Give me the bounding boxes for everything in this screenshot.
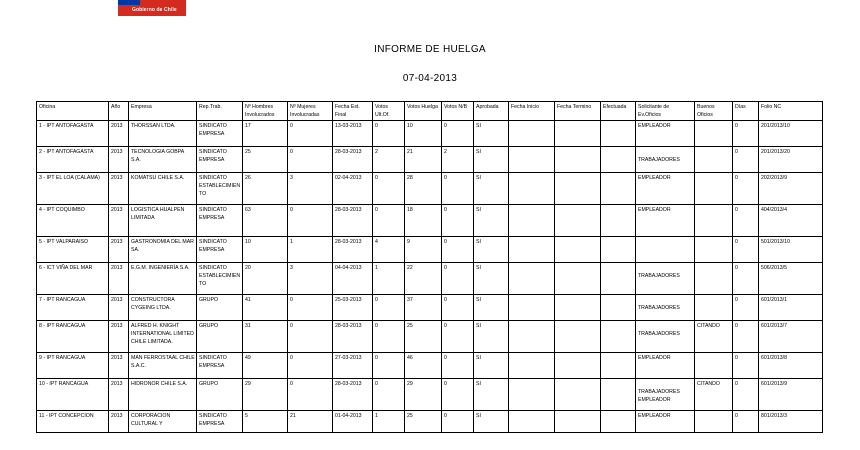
cell-votos-nb: 0 — [442, 353, 474, 379]
cell-efectuada — [601, 205, 636, 237]
table-row — [37, 321, 823, 353]
cell-oficina: 2 - IPT ANTOFAGASTA — [37, 147, 109, 173]
cell-empresa: HIDRONOR CHILE S.A. — [129, 379, 197, 411]
cell-efectuada — [601, 173, 636, 205]
solicitante-value: TRABAJADORES — [638, 331, 680, 337]
cell-buenos-oficios — [695, 147, 733, 173]
cell-fecha-termino — [555, 237, 601, 263]
cell-fecha-final: 28-03-2013 — [333, 321, 373, 353]
cell-solicitante — [636, 121, 695, 147]
cell-empresa: CORPORACION CULTURAL Y — [129, 411, 197, 433]
cell-votos-ult: 0 — [373, 173, 405, 205]
column-header: Folio NC — [759, 102, 823, 121]
cell-fecha-inicio — [509, 295, 555, 321]
cell-rep-trab: SINDICATO EMPRESA — [197, 121, 243, 147]
cell-dias: 0 — [733, 237, 759, 263]
cell-efectuada — [601, 263, 636, 295]
cell-buenos-oficios — [695, 205, 733, 237]
cell-empresa: TECNOLOGIA GOBPA S.A. — [129, 147, 197, 173]
cell-aprobada: SI — [474, 263, 509, 295]
column-header: Nº Hombres Involucrados — [243, 102, 288, 121]
cell-anio: 2013 — [109, 205, 129, 237]
cell-rep-trab: SINDICATO EMPRESA — [197, 205, 243, 237]
cell-oficina: 11 - IPT CONCEPCION — [37, 411, 109, 433]
cell-votos-huelga: 9 — [405, 237, 442, 263]
cell-dias: 0 — [733, 379, 759, 411]
cell-folio: 601/2013/8 — [759, 353, 823, 379]
cell-dias: 0 — [733, 353, 759, 379]
column-header: Rep.Trab. — [197, 102, 243, 121]
cell-votos-huelga: 37 — [405, 295, 442, 321]
strike-report-table — [36, 101, 823, 433]
column-header: Fecha Est. Final — [333, 102, 373, 121]
cell-fecha-inicio — [509, 263, 555, 295]
cell-folio: 601/2013/7 — [759, 321, 823, 353]
cell-fecha-termino — [555, 379, 601, 411]
cell-votos-huelga: 21 — [405, 147, 442, 173]
cell-dias: 0 — [733, 321, 759, 353]
cell-buenos-oficios — [695, 411, 733, 433]
report-date: 07-04-2013 — [402, 73, 458, 84]
column-header: Fecha Inicio — [509, 102, 555, 121]
cell-fecha-termino — [555, 205, 601, 237]
cell-empresa: THORSSAN LTDA. — [129, 121, 197, 147]
cell-empresa: CONSTRUCTORA CYGEING LTDA. — [129, 295, 197, 321]
cell-anio: 2013 — [109, 121, 129, 147]
cell-oficina: 6 - ICT VIÑA DEL MAR — [37, 263, 109, 295]
cell-fecha-inicio — [509, 147, 555, 173]
table-row — [37, 121, 823, 147]
cell-buenos-oficios: CITANDO — [695, 379, 733, 411]
cell-oficina: 8 - IPT RANCAGUA — [37, 321, 109, 353]
cell-fecha-inicio — [509, 205, 555, 237]
column-header: Votos Ult.Of. — [373, 102, 405, 121]
cell-folio: 404/2013/4 — [759, 205, 823, 237]
cell-rep-trab: SINDICATO ESTABLECIMIENTO — [197, 173, 243, 205]
cell-solicitante — [636, 147, 695, 173]
cell-fecha-final: 01-04-2013 — [333, 411, 373, 433]
column-header: Votos N/B — [442, 102, 474, 121]
cell-hombres: 29 — [243, 379, 288, 411]
cell-votos-nb: 0 — [442, 205, 474, 237]
solicitante-value: EMPLEADOR — [638, 207, 671, 213]
table-row — [37, 295, 823, 321]
solicitante-value: EMPLEADOR — [638, 413, 671, 419]
cell-fecha-final: 28-03-2013 — [333, 379, 373, 411]
cell-rep-trab: GRUPO — [197, 321, 243, 353]
cell-empresa: GASTRONOMIA DEL MAR SA. — [129, 237, 197, 263]
cell-aprobada: SI — [474, 237, 509, 263]
cell-fecha-final: 13-03-2013 — [333, 121, 373, 147]
cell-rep-trab: SINDICATO EMPRESA — [197, 237, 243, 263]
cell-fecha-termino — [555, 121, 601, 147]
cell-fecha-final: 25-03-2013 — [333, 295, 373, 321]
cell-buenos-oficios: CITANDO — [695, 321, 733, 353]
column-header: Días — [733, 102, 759, 121]
cell-votos-huelga: 22 — [405, 263, 442, 295]
solicitante-value: EMPLEADOR — [638, 175, 671, 181]
cell-aprobada: SI — [474, 321, 509, 353]
cell-dias: 0 — [733, 121, 759, 147]
cell-aprobada: SI — [474, 147, 509, 173]
column-header: Fecha Termino — [555, 102, 601, 121]
cell-empresa: ALFRED H. KNIGHT INTERNATIONAL LIMITED CHILE LIMITADA. — [129, 321, 197, 353]
cell-votos-nb: 0 — [442, 173, 474, 205]
cell-empresa: LOGISTICA HUALPEN LIMITADA — [129, 205, 197, 237]
cell-buenos-oficios — [695, 237, 733, 263]
solicitante-value: TRABAJADORES — [638, 389, 680, 395]
column-header: Nº Mujeres Involucradas — [288, 102, 333, 121]
cell-aprobada: SI — [474, 205, 509, 237]
cell-fecha-inicio — [509, 237, 555, 263]
cell-hombres: 17 — [243, 121, 288, 147]
table-row — [37, 263, 823, 295]
cell-buenos-oficios — [695, 173, 733, 205]
cell-fecha-inicio — [509, 353, 555, 379]
cell-fecha-termino — [555, 353, 601, 379]
cell-hombres: 10 — [243, 237, 288, 263]
cell-fecha-final: 27-03-2013 — [333, 353, 373, 379]
cell-dias: 0 — [733, 147, 759, 173]
column-header: Empresa — [129, 102, 197, 121]
table-header-row — [37, 102, 823, 121]
column-header: Año — [109, 102, 129, 121]
cell-efectuada — [601, 147, 636, 173]
cell-fecha-termino — [555, 295, 601, 321]
cell-votos-ult: 1 — [373, 411, 405, 433]
logo-blue-stripe — [118, 0, 140, 5]
cell-folio: 501/2013/10 — [759, 237, 823, 263]
cell-dias: 0 — [733, 295, 759, 321]
cell-mujeres: 0 — [288, 353, 333, 379]
cell-anio: 2013 — [109, 237, 129, 263]
cell-oficina: 5 - IPT VALPARAISO — [37, 237, 109, 263]
cell-empresa: MAN FERROSTAAL CHILE S.A.C. — [129, 353, 197, 379]
cell-solicitante — [636, 263, 695, 295]
cell-votos-nb: 0 — [442, 411, 474, 433]
table-row — [37, 411, 823, 433]
cell-hombres: 41 — [243, 295, 288, 321]
cell-aprobada: SI — [474, 173, 509, 205]
cell-votos-huelga: 29 — [405, 379, 442, 411]
table-row — [37, 353, 823, 379]
cell-anio: 2013 — [109, 295, 129, 321]
cell-mujeres: 3 — [288, 263, 333, 295]
cell-dias: 0 — [733, 173, 759, 205]
cell-folio: 601/2013/1 — [759, 295, 823, 321]
cell-votos-huelga: 46 — [405, 353, 442, 379]
cell-votos-nb: 0 — [442, 121, 474, 147]
cell-buenos-oficios — [695, 121, 733, 147]
cell-solicitante — [636, 353, 695, 379]
cell-oficina: 1 - IPT ANTOFAGASTA — [37, 121, 109, 147]
cell-fecha-inicio — [509, 121, 555, 147]
cell-fecha-termino — [555, 263, 601, 295]
table-row — [37, 379, 823, 411]
cell-efectuada — [601, 353, 636, 379]
solicitante-value: TRABAJADORES — [638, 273, 680, 279]
cell-votos-nb: 2 — [442, 147, 474, 173]
cell-solicitante — [636, 205, 695, 237]
cell-buenos-oficios — [695, 353, 733, 379]
cell-oficina: 4 - IPT COQUIMBO — [37, 205, 109, 237]
cell-anio: 2013 — [109, 321, 129, 353]
cell-anio: 2013 — [109, 379, 129, 411]
solicitante-value: TRABAJADORES — [638, 305, 680, 311]
cell-rep-trab: GRUPO — [197, 379, 243, 411]
cell-dias: 0 — [733, 205, 759, 237]
cell-solicitante — [636, 237, 695, 263]
cell-anio: 2013 — [109, 353, 129, 379]
cell-votos-ult: 0 — [373, 353, 405, 379]
cell-votos-ult: 0 — [373, 321, 405, 353]
cell-mujeres: 0 — [288, 147, 333, 173]
cell-solicitante — [636, 379, 695, 411]
cell-anio: 2013 — [109, 411, 129, 433]
cell-buenos-oficios — [695, 263, 733, 295]
cell-votos-ult: 0 — [373, 295, 405, 321]
cell-votos-ult: 2 — [373, 147, 405, 173]
solicitante-value: EMPLEADOR — [638, 355, 671, 361]
cell-fecha-final: 04-04-2013 — [333, 263, 373, 295]
cell-dias: 0 — [733, 263, 759, 295]
cell-fecha-termino — [555, 411, 601, 433]
cell-aprobada: SI — [474, 353, 509, 379]
cell-hombres: 20 — [243, 263, 288, 295]
cell-votos-ult: 0 — [373, 205, 405, 237]
cell-rep-trab: GRUPO — [197, 295, 243, 321]
cell-aprobada: SI — [474, 411, 509, 433]
cell-hombres: 49 — [243, 353, 288, 379]
cell-fecha-termino — [555, 173, 601, 205]
cell-mujeres: 0 — [288, 321, 333, 353]
column-header: Solicitante de Ev.Oficios — [636, 102, 695, 121]
cell-fecha-inicio — [509, 321, 555, 353]
cell-solicitante — [636, 173, 695, 205]
cell-votos-huelga: 18 — [405, 205, 442, 237]
cell-fecha-final: 28-03-2013 — [333, 205, 373, 237]
solicitante-secondary-value: EMPLEADOR — [638, 397, 671, 403]
cell-anio: 2013 — [109, 173, 129, 205]
cell-fecha-final: 28-03-2013 — [333, 237, 373, 263]
cell-hombres: 5 — [243, 411, 288, 433]
column-header: Votos Huelga — [405, 102, 442, 121]
cell-empresa: KOMATSU CHILE S.A. — [129, 173, 197, 205]
cell-efectuada — [601, 411, 636, 433]
cell-hombres: 63 — [243, 205, 288, 237]
cell-fecha-final: 28-03-2013 — [333, 147, 373, 173]
cell-votos-nb: 0 — [442, 237, 474, 263]
cell-aprobada: SI — [474, 295, 509, 321]
cell-folio: 801/2013/3 — [759, 411, 823, 433]
cell-folio: 201/2013/10 — [759, 121, 823, 147]
cell-oficina: 3 - IPT EL LOA (CALAMA) — [37, 173, 109, 205]
cell-fecha-inicio — [509, 173, 555, 205]
cell-hombres: 31 — [243, 321, 288, 353]
report-title: INFORME DE HUELGA — [374, 44, 486, 55]
cell-mujeres: 0 — [288, 205, 333, 237]
cell-votos-nb: 0 — [442, 263, 474, 295]
solicitante-value: EMPLEADOR — [638, 123, 671, 129]
cell-mujeres: 0 — [288, 295, 333, 321]
cell-oficina: 7 - IPT RANCAGUA — [37, 295, 109, 321]
cell-folio: 506/2013/5 — [759, 263, 823, 295]
cell-mujeres: 0 — [288, 121, 333, 147]
cell-rep-trab: SINDICATO ESTABLECIMIENTO — [197, 263, 243, 295]
cell-efectuada — [601, 295, 636, 321]
cell-solicitante — [636, 295, 695, 321]
cell-folio: 201/2013/20 — [759, 147, 823, 173]
cell-fecha-termino — [555, 321, 601, 353]
column-header: Efectuada — [601, 102, 636, 121]
cell-rep-trab: SINDICATO EMPRESA — [197, 411, 243, 433]
cell-aprobada: SI — [474, 121, 509, 147]
cell-oficina: 10 - IPT RANCAGUA — [37, 379, 109, 411]
table-row — [37, 147, 823, 173]
cell-buenos-oficios — [695, 295, 733, 321]
table-row — [37, 205, 823, 237]
cell-votos-ult: 1 — [373, 263, 405, 295]
cell-votos-huelga: 28 — [405, 173, 442, 205]
cell-mujeres: 21 — [288, 411, 333, 433]
cell-votos-nb: 0 — [442, 295, 474, 321]
cell-anio: 2013 — [109, 147, 129, 173]
cell-efectuada — [601, 321, 636, 353]
cell-mujeres: 3 — [288, 173, 333, 205]
cell-fecha-inicio — [509, 379, 555, 411]
cell-efectuada — [601, 121, 636, 147]
solicitante-value: TRABAJADORES — [638, 157, 680, 163]
cell-votos-huelga: 10 — [405, 121, 442, 147]
cell-folio: 202/2013/9 — [759, 173, 823, 205]
cell-votos-huelga: 25 — [405, 411, 442, 433]
cell-aprobada: SI — [474, 379, 509, 411]
cell-hombres: 25 — [243, 147, 288, 173]
column-header: Buenos Oficios — [695, 102, 733, 121]
table-row — [37, 237, 823, 263]
cell-votos-nb: 0 — [442, 379, 474, 411]
cell-solicitante — [636, 321, 695, 353]
cell-dias: 0 — [733, 411, 759, 433]
cell-hombres: 26 — [243, 173, 288, 205]
gobierno-logo — [118, 0, 186, 16]
cell-oficina: 9 - IPT RANCAGUA — [37, 353, 109, 379]
cell-mujeres: 0 — [288, 379, 333, 411]
cell-votos-ult: 0 — [373, 379, 405, 411]
cell-empresa: E.G.M. INGENIERÍA S.A. — [129, 263, 197, 295]
column-header: Oficina — [37, 102, 109, 121]
column-header: Aprobada — [474, 102, 509, 121]
cell-votos-ult: 4 — [373, 237, 405, 263]
logo-text: Gobierno de Chile — [132, 7, 177, 13]
cell-fecha-final: 02-04-2013 — [333, 173, 373, 205]
cell-votos-ult: 0 — [373, 121, 405, 147]
cell-solicitante — [636, 411, 695, 433]
table-row — [37, 173, 823, 205]
cell-fecha-inicio — [509, 411, 555, 433]
cell-votos-huelga: 25 — [405, 321, 442, 353]
cell-rep-trab: SINDICATO EMPRESA — [197, 353, 243, 379]
cell-votos-nb: 0 — [442, 321, 474, 353]
cell-efectuada — [601, 237, 636, 263]
cell-fecha-termino — [555, 147, 601, 173]
cell-efectuada — [601, 379, 636, 411]
cell-rep-trab: SINDICATO EMPRESA — [197, 147, 243, 173]
cell-anio: 2013 — [109, 263, 129, 295]
cell-folio: 601/2013/9 — [759, 379, 823, 411]
cell-mujeres: 1 — [288, 237, 333, 263]
